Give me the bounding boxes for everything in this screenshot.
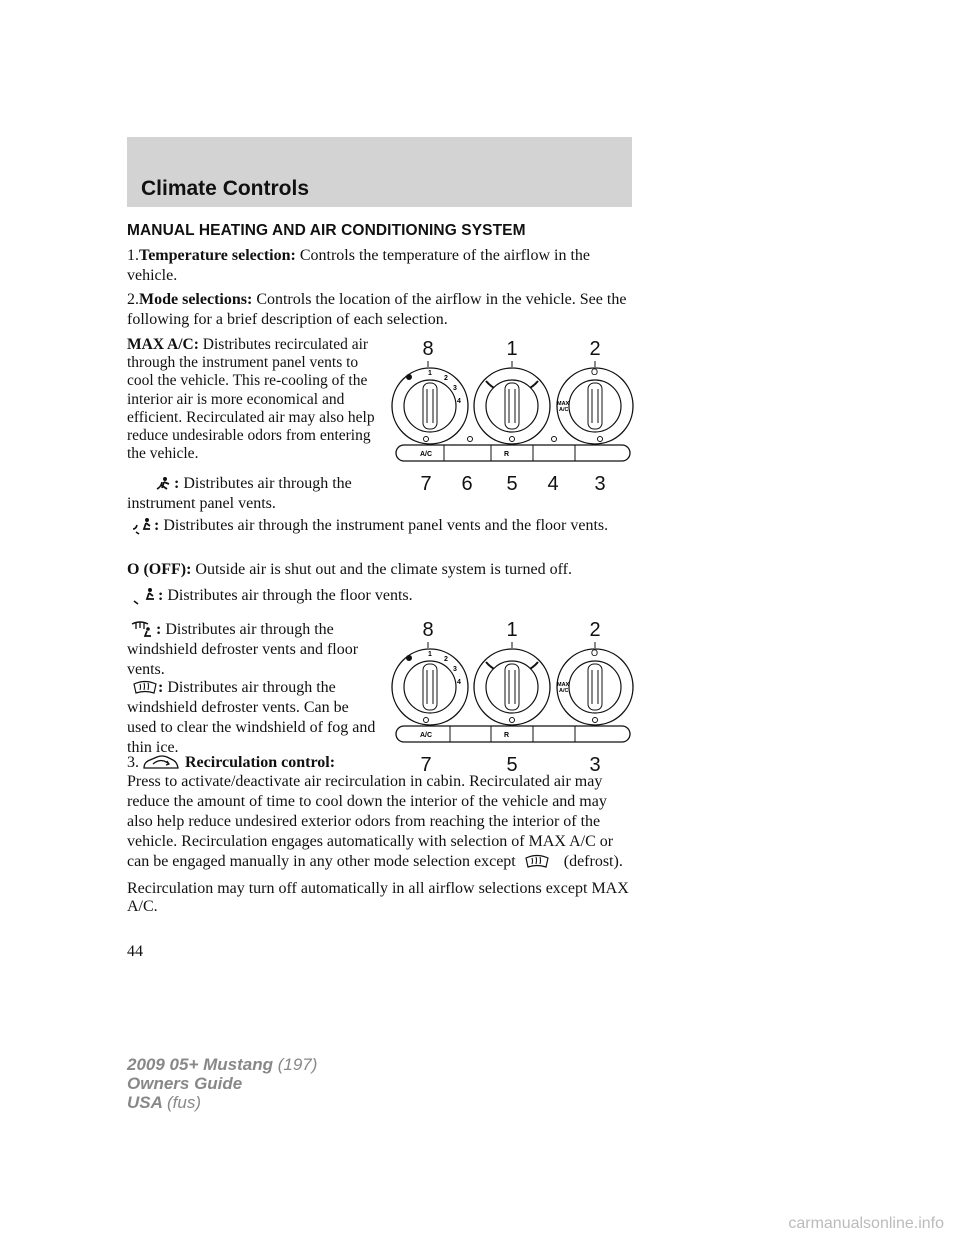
footer-guide: Owners Guide [127,1074,243,1093]
fan-speed-2: 2 [444,656,448,663]
callout-1: 1 [506,619,518,641]
item-colon: : [174,475,180,492]
panel-vent-icon [154,475,174,493]
item-label: MAX A/C: [127,336,199,353]
item-off [127,560,627,580]
item-colon: : [154,517,160,534]
callout-8: 8 [422,619,434,641]
item-recirculation-head [127,753,379,773]
item-text: Distributes air through the instrument panel vents. [127,475,352,512]
fan-speed-4: 4 [457,679,461,686]
item-number: 1. [127,247,139,264]
item-colon: : [158,679,164,696]
item-label: Recirculation control: [185,754,336,771]
max-ac-label: A/C [559,688,569,694]
footer-region-code: (fus) [167,1093,201,1112]
footer [127,1055,317,1112]
item-number: 3. [127,754,139,771]
fan-speed-1: 1 [428,370,432,377]
item-text: Recirculation may turn off automatically in all airflow selections except MAX A/C. [127,880,629,915]
item-text: Outside air is shut out and the climate system is turned off. [195,561,572,578]
callout-8: 8 [422,338,434,360]
callout-1: 1 [506,338,518,360]
callout-6: 6 [461,473,473,495]
floor-defrost-icon [130,620,156,640]
section-title: Climate Controls [141,177,310,200]
mode-knob [557,367,633,444]
item-label: Mode selections: [139,291,253,308]
item-text: Distributes air through the instrument panel vents and the floor vents. [163,517,609,534]
callout-3: 3 [594,473,606,495]
item-recirculation-body [127,772,632,872]
callout-2: 2 [589,619,601,641]
item-recirculation-note [127,880,632,916]
callout-3: 3 [589,754,601,776]
item-colon: : [156,621,162,638]
callout-7: 7 [420,473,432,495]
footer-model: 2009 05+ Mustang [127,1055,273,1074]
ac-button-label: A/C [420,732,433,739]
callout-2: 2 [589,338,601,360]
defrost-icon [132,680,158,696]
fan-icon [406,374,412,380]
item-label: O (OFF): [127,561,192,578]
item-panel-floor [127,516,627,536]
item-floor [127,586,627,606]
item-text: Distributes air through the floor vents. [167,587,413,604]
item-colon: : [158,587,164,604]
system-heading: MANUAL HEATING AND AIR CONDITIONING SYSTEM [127,222,526,239]
footer-model-code: (197) [277,1055,318,1074]
panel-floor-vent-icon [132,517,154,535]
footer-region: USA [127,1093,163,1112]
item-text: Controls the temperature of the airflow in the vehicle. [127,247,590,284]
floor-vent-icon [132,587,158,605]
ac-button-label: A/C [420,451,433,458]
temperature-knob [474,368,550,444]
climate-control-diagram-1 [390,333,640,503]
callout-5: 5 [506,754,518,776]
item-max-ac [127,336,379,463]
item-text: Controls the location of the airflow in the vehicle. See the following for a brief description of each selection. [127,291,627,328]
fan-speed-3: 3 [453,385,457,392]
item-text: (defrost). [563,853,623,870]
recirc-button-label: R [504,451,510,458]
temperature-knob [474,649,550,725]
item-temperature [127,246,627,286]
fan-speed-knob [392,649,468,725]
callout-7: 7 [420,754,432,776]
item-panel [127,474,377,514]
recirculation-icon [141,753,181,773]
page-number: 44 [127,943,143,960]
item-label: Temperature selection: [139,247,296,264]
max-ac-label: MAX [557,682,570,688]
max-ac-label: MAX [557,401,570,407]
climate-control-diagram-2 [390,614,640,779]
fan-speed-2: 2 [444,375,448,382]
fan-speed-1: 1 [428,651,432,658]
max-ac-label: A/C [559,407,569,413]
callout-4: 4 [547,473,559,495]
watermark: carmanualsonline.info [788,1215,944,1232]
fan-icon [406,655,412,661]
item-mode [127,290,627,330]
item-text: Distributes air through the windshield defroster vents. Can be used to clear the windshield of fog and thin ice. [127,679,376,756]
recirc-button-label: R [504,732,510,739]
item-defrost [127,678,379,758]
item-text: Distributes air through the windshield defroster vents and floor vents. [127,621,359,679]
mode-off-label: O [591,648,599,658]
mode-knob [557,648,633,725]
item-text: Press to activate/deactivate air recirculation in cabin. Recirculated air may reduce the amount of time to cool down the interior of the vehicle and may also help reduce undesired exterior odors from reaching the interior of the vehicle. Recirculation engages automatically with selection of MAX A/C or can be engaged manually in any other mode selection except [127,773,614,870]
fan-speed-3: 3 [453,666,457,673]
item-number: 2. [127,291,139,308]
fan-speed-4: 4 [457,398,461,405]
callout-5: 5 [506,473,518,495]
defrost-icon [524,854,550,870]
item-text: Distributes recirculated air through the instrument panel vents to cool the vehicle. This re-cooling of the interior air is more economical and efficient. Recirculated air may also help reduce undesirable odors from entering the vehicle. [127,336,375,463]
fan-speed-knob [392,368,468,444]
item-floor-defrost [127,620,379,680]
mode-off-label: O [591,367,599,377]
